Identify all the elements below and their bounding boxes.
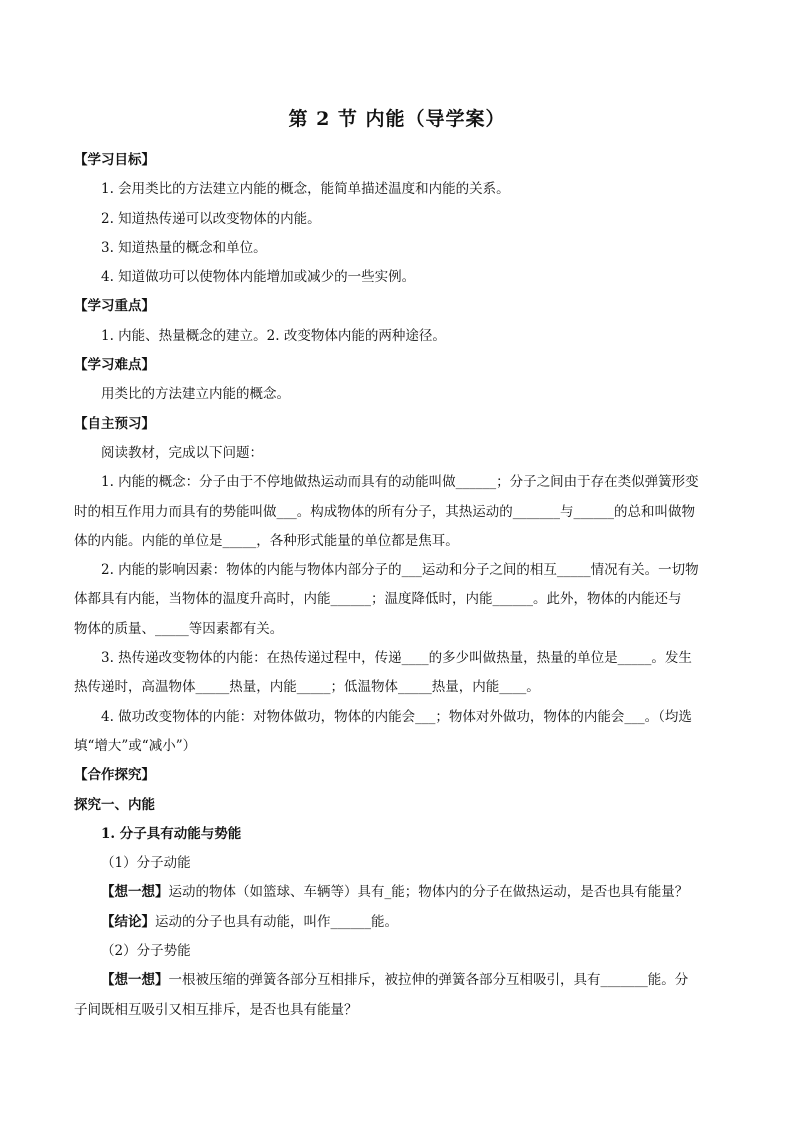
explore-heading: 【合作探究】 (74, 767, 155, 784)
preview-heading: 【自主预习】 (74, 415, 155, 432)
preview-question-3-line: 3. 热传递改变物体的内能：在热传递过程中，传递____的多少叫做热量，热量的单位是_____。发生 (101, 650, 692, 667)
think-text: 一根被压缩的弹簧各部分互相排斥，被拉伸的弹簧各部分互相吸引，具有_______能。分 (168, 972, 689, 989)
difficulties-heading: 【学习难点】 (74, 357, 155, 374)
kinetic-energy-label: （1）分子动能 (101, 855, 191, 872)
think-item-2-continued: 子间既相互吸引又相互排斥，是否也具有能量？ (74, 1001, 358, 1018)
conclusion-item-1 (74, 908, 724, 937)
think-item-2 (74, 966, 724, 995)
document-body (74, 146, 724, 1025)
objective-item: 2. 知道热传递可以改变物体的内能。 (101, 210, 321, 227)
preview-question-2-line: 物体的质量、_____等因素都有关。 (74, 620, 284, 637)
preview-question-3-line: 热传递时，高温物体_____热量，内能_____；低温物体_____热量，内能____。 (74, 679, 540, 696)
page-title: 第 2 节 内能（导学案） (288, 108, 506, 130)
key-points-heading: 【学习重点】 (74, 298, 155, 315)
think-tag: 【想一想】 (101, 884, 169, 901)
explore-part-title: 探究一、内能 (74, 796, 155, 813)
preview-question-1-line: 体的内能。内能的单位是_____，各种形式能量的单位都是焦耳。 (74, 532, 459, 549)
preview-question-1-line: 时的相互作用力而具有的势能叫做___。构成物体的所有分子，其热运动的_______与______的总和叫做物 (74, 503, 695, 520)
preview-question-4-line: 4. 做功改变物体的内能：对物体做功，物体的内能会___；物体对外做功，物体的内能会___。（均选 (101, 708, 692, 725)
difficulties-text: 用类比的方法建立内能的概念。 (101, 386, 290, 403)
preview-question-1-line: 1. 内能的概念：分子由于不停地做热运动而具有的动能叫做______；分子之间由于存在类似弹簧形变 (101, 474, 699, 491)
objective-item: 3. 知道热量的概念和单位。 (101, 239, 267, 256)
potential-energy-label: （2）分子势能 (101, 943, 191, 960)
objectives-heading: 【学习目标】 (74, 152, 155, 168)
preview-question-2-line: 体都具有内能，当物体的温度升高时，内能______；温度降低时，内能______。此外，物体的内能还与 (74, 591, 682, 608)
think-text: 运动的物体（如篮球、车辆等）具有_能；物体内的分子在做热运动，是否也具有能量？ (168, 884, 689, 901)
think-tag: 【想一想】 (101, 972, 169, 989)
conclusion-tag: 【结论】 (101, 913, 155, 930)
explore-subsection-title: 1. 分子具有动能与势能 (101, 825, 242, 842)
conclusion-text: 运动的分子也具有动能，叫作______能。 (155, 913, 398, 930)
objective-item: 4. 知道做功可以使物体内能增加或减少的一些实例。 (101, 269, 416, 286)
objective-item: 1. 会用类比的方法建立内能的概念，能简单描述温度和内能的关系。 (101, 181, 510, 198)
key-points-text: 1. 内能、热量概念的建立。2. 改变物体内能的两种途径。 (101, 327, 446, 344)
think-item-1 (74, 878, 724, 907)
preview-question-2-line: 2. 内能的影响因素：物体的内能与物体内部分子的___运动和分子之间的相互_____情况有关。一切物 (101, 562, 699, 579)
preview-intro: 阅读教材，完成以下问题： (101, 444, 263, 461)
preview-question-4-line: 填“增大”或“减小”） (74, 737, 197, 754)
